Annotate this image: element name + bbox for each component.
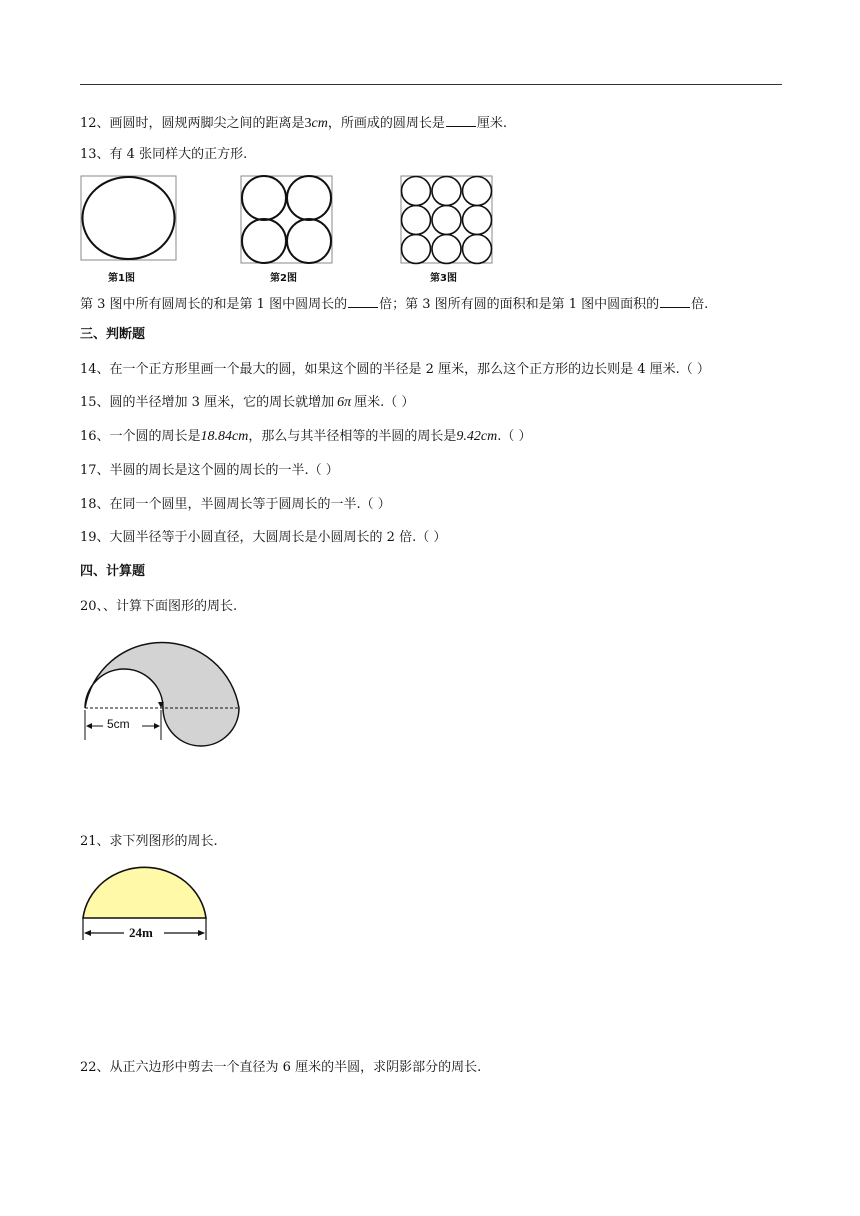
q21-dimension-label: 24m: [129, 925, 153, 940]
q21-semicircle: [83, 867, 206, 918]
figure-2-drawing: [240, 175, 334, 265]
question-15: [80, 394, 414, 412]
section-title-calculation: 四、计算题: [80, 564, 146, 579]
q15-math: 6π: [337, 395, 352, 410]
question-16: [80, 428, 531, 446]
q15-text-a: 15、圆的半径增加 3 厘米，它的周长就增加: [80, 395, 335, 410]
q12-text-b: ，所画成的圆周长是: [327, 116, 445, 131]
figure-2: [240, 175, 334, 269]
question-21: 21、求下列图形的周长.: [80, 834, 218, 849]
question-13-ask: [80, 294, 708, 314]
figure-3: [400, 175, 494, 269]
figure-1-label: 第1图: [108, 273, 135, 284]
question-20: 20、、计算下面图形的周长.: [80, 599, 238, 614]
figure-1-drawing: [80, 175, 178, 263]
question-17: 17、半圆的周长是这个圆的周长的一半.（ ）: [80, 463, 339, 478]
q16-text-b: ，那么与其半径相等的半圆的周长是: [248, 429, 457, 444]
question-14: 14、在一个正方形里画一个最大的圆，如果这个圆的半径是 2 厘米，那么这个正方形的边长则是 4 厘米.（ ）: [80, 362, 710, 377]
q13-question-a: 第 3 图中所有圆周长的和是第 1 图中圆周长的: [80, 297, 348, 312]
question-13: 13、有 4 张同样大的正方形.: [80, 147, 248, 162]
q12-unit: cm: [311, 116, 328, 131]
q16-math-b: 9.42cm: [456, 429, 498, 444]
q20-figure: [80, 628, 250, 754]
q15-text-b: 厘米.（ ）: [354, 395, 415, 410]
answer-blank[interactable]: [446, 113, 476, 127]
q12-text-c: 厘米.: [476, 116, 508, 131]
question-22: 22、从正六边形中剪去一个直径为 6 厘米的半圆，求阴影部分的周长.: [80, 1060, 482, 1075]
section-title-judgement: 三、判断题: [80, 327, 146, 342]
figure-3-label: 第3图: [430, 273, 457, 284]
figure-2-label: 第2图: [270, 273, 297, 284]
header-rule: [80, 84, 782, 85]
answer-blank[interactable]: [348, 294, 378, 308]
q13-question-b: 倍；第 3 图所有圆的面积和是第 1 图中圆面积的: [379, 297, 660, 312]
q16-text-a: 16、一个圆的周长是: [80, 429, 201, 444]
question-18: 18、在同一个圆里，半圆周长等于圆周长的一半.（ ）: [80, 497, 391, 512]
answer-blank[interactable]: [660, 294, 690, 308]
q12-value: 3: [304, 116, 312, 131]
q20-drawing: [80, 628, 250, 750]
question-12: [80, 113, 507, 133]
q12-text-a: 12、画圆时，圆规两脚尖之间的距离是: [80, 116, 305, 131]
figure-3-drawing: [400, 175, 494, 265]
question-19: 19、大圆半径等于小圆直径，大圆周长是小圆周长的 2 倍.（ ）: [80, 530, 447, 545]
q20-dimension-label: 5cm: [107, 717, 130, 731]
figure-1: [80, 175, 178, 267]
q16-text-c: .（ ）: [497, 429, 532, 444]
q16-math-a: 18.84cm: [200, 429, 249, 444]
q13-question-c: 倍.: [691, 297, 709, 312]
